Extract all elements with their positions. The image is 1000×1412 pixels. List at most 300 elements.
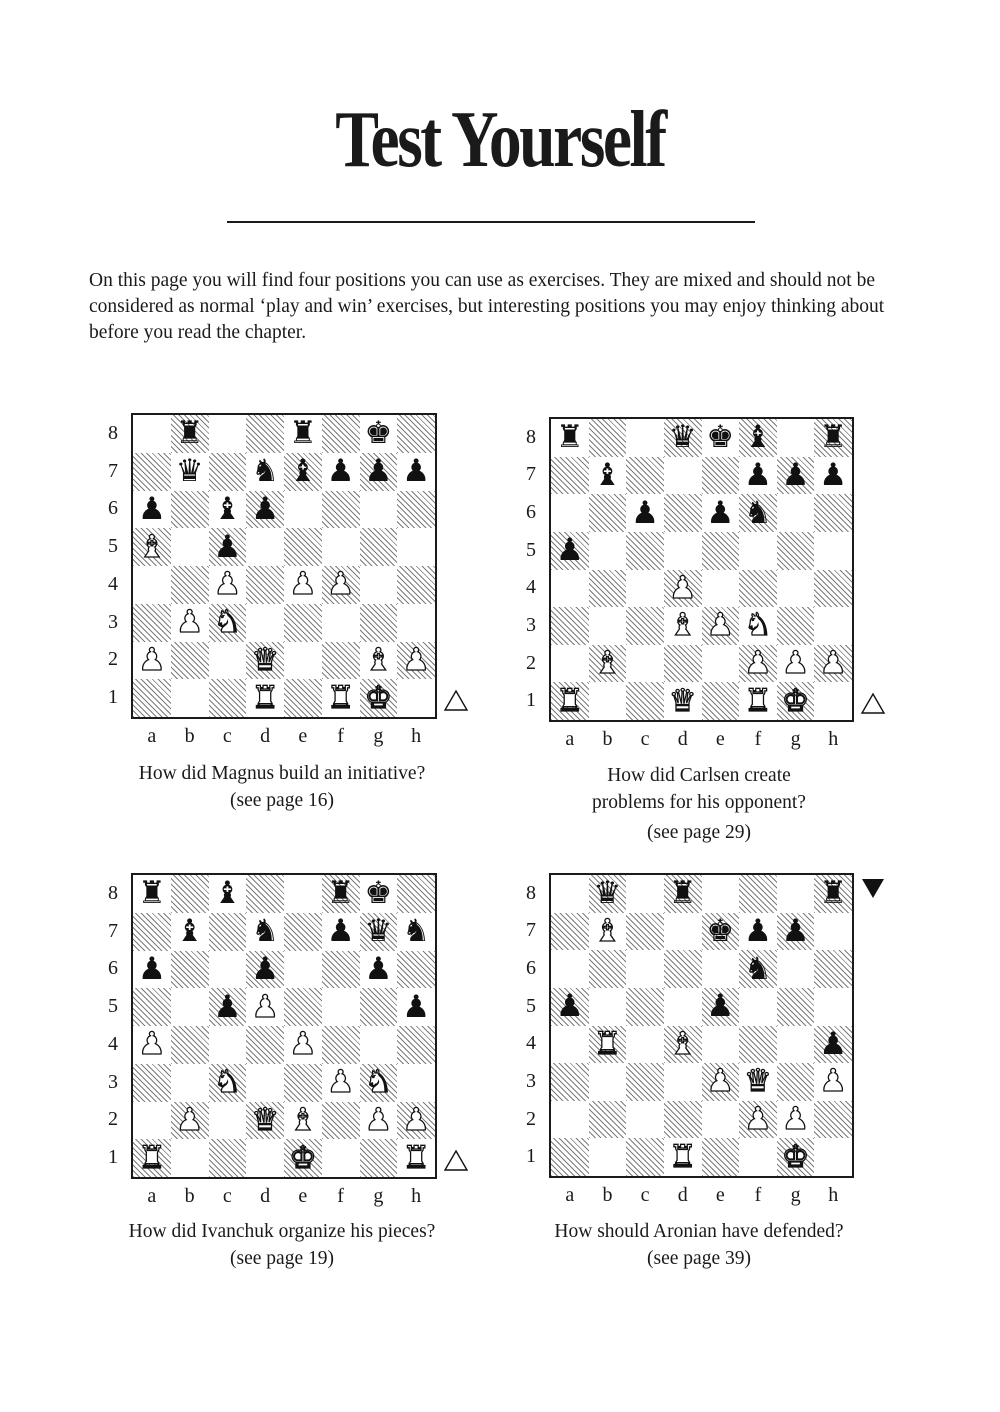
file-label: c	[222, 725, 232, 747]
square-d5	[246, 988, 284, 1026]
black-rook-icon: ♜	[555, 419, 584, 456]
square-h8	[397, 875, 435, 913]
rank-label: 2	[108, 648, 118, 671]
white-queen-icon: ♛	[251, 1101, 280, 1138]
square-c6	[626, 950, 664, 988]
caption-question: How did Carlsen create	[607, 765, 791, 786]
square-e2	[702, 1101, 740, 1139]
square-g8	[777, 875, 815, 913]
black-king-icon: ♚	[706, 419, 735, 456]
square-e4	[284, 1026, 322, 1064]
white-bishop-icon: ♝	[364, 641, 393, 678]
square-c3	[626, 607, 664, 645]
rank-label: 6	[526, 501, 536, 524]
square-a5	[133, 528, 171, 566]
white-pawn-icon: ♟	[668, 569, 697, 606]
square-g4	[777, 1026, 815, 1064]
square-d2	[246, 1102, 284, 1140]
black-knight-icon: ♞	[744, 950, 772, 987]
square-e5	[702, 532, 740, 570]
square-d2	[664, 645, 702, 683]
square-b8	[171, 875, 209, 913]
square-d6	[664, 494, 702, 532]
white-pawn-icon: ♟	[706, 607, 735, 644]
white-queen-icon: ♛	[668, 682, 697, 719]
square-d3	[246, 1064, 284, 1102]
square-g6	[777, 494, 815, 532]
white-king-icon: ♚	[781, 682, 810, 719]
black-pawn-icon: ♟	[402, 453, 431, 490]
black-rook-icon: ♜	[819, 875, 848, 912]
file-label: g	[790, 1184, 801, 1206]
square-h1	[397, 1139, 435, 1177]
square-b8	[589, 419, 627, 457]
square-e5	[284, 988, 322, 1026]
file-label: f	[754, 728, 762, 750]
square-c8	[209, 415, 247, 453]
square-c6	[209, 491, 247, 529]
square-h5	[397, 988, 435, 1026]
square-c2	[626, 1101, 664, 1139]
square-h3	[814, 607, 852, 645]
square-c3	[209, 604, 247, 642]
square-b3	[589, 607, 627, 645]
square-g7	[360, 453, 398, 491]
square-g7	[360, 913, 398, 951]
square-e7	[702, 913, 740, 951]
square-g8	[777, 419, 815, 457]
square-f3	[322, 1064, 360, 1102]
square-b1	[171, 679, 209, 717]
rank-label: 8	[108, 881, 118, 904]
square-c4	[209, 566, 247, 604]
black-pawn-icon: ♟	[402, 988, 431, 1025]
rank-label: 4	[526, 1032, 536, 1055]
white-bishop-icon: ♝	[668, 607, 697, 644]
black-pawn-icon: ♟	[706, 988, 735, 1025]
square-c1	[626, 682, 664, 720]
rank-label: 8	[108, 421, 118, 444]
white-rook-icon: ♜	[555, 682, 584, 719]
white-pawn-icon: ♟	[175, 604, 204, 641]
black-bishop-icon: ♝	[288, 453, 317, 490]
black-knight-icon: ♞	[251, 453, 280, 490]
chess-board	[131, 413, 437, 719]
square-h6	[814, 950, 852, 988]
square-h4	[397, 1026, 435, 1064]
black-king-icon: ♚	[364, 415, 393, 452]
file-label: b	[184, 1185, 195, 1207]
white-rook-icon: ♜	[326, 679, 355, 716]
square-c8	[626, 875, 664, 913]
square-h5	[397, 528, 435, 566]
file-label: g	[790, 728, 801, 750]
square-d8	[664, 419, 702, 457]
square-b3	[589, 1063, 627, 1101]
square-h8	[814, 419, 852, 457]
black-king-icon: ♚	[706, 912, 735, 949]
white-pawn-icon: ♟	[326, 1064, 355, 1101]
file-label: e	[298, 725, 308, 747]
square-f1	[322, 679, 360, 717]
square-h1	[397, 679, 435, 717]
square-c7	[209, 913, 247, 951]
square-h4	[814, 570, 852, 608]
white-king-icon: ♚	[288, 1139, 317, 1176]
square-b6	[589, 950, 627, 988]
black-pawn-icon: ♟	[819, 1025, 848, 1062]
square-h5	[814, 532, 852, 570]
file-label: f	[337, 725, 344, 747]
square-f6	[322, 951, 360, 989]
square-f8	[739, 419, 777, 457]
square-b4	[171, 1026, 209, 1064]
rank-label: 4	[526, 576, 536, 599]
square-b2	[589, 1101, 627, 1139]
white-queen-icon: ♛	[251, 641, 280, 678]
square-f7	[322, 453, 360, 491]
square-b4	[589, 1026, 627, 1064]
square-d6	[246, 951, 284, 989]
white-pawn-icon: ♟	[364, 1101, 393, 1138]
square-f6	[739, 950, 777, 988]
square-a1	[551, 682, 589, 720]
square-e6	[702, 950, 740, 988]
square-c8	[209, 875, 247, 913]
square-c5	[209, 528, 247, 566]
black-pawn-icon: ♟	[251, 950, 280, 987]
diagram-caption	[82, 1218, 482, 1272]
square-f3	[322, 604, 360, 642]
file-label: b	[602, 1184, 613, 1206]
square-e4	[702, 1026, 740, 1064]
square-h4	[397, 566, 435, 604]
square-e8	[284, 415, 322, 453]
square-g5	[777, 532, 815, 570]
square-f6	[322, 491, 360, 529]
caption-question: How did Ivanchuk organize his pieces?	[128, 1221, 436, 1242]
square-e7	[284, 913, 322, 951]
chess-board	[549, 873, 854, 1178]
white-rook-icon: ♜	[137, 1139, 166, 1176]
square-e4	[284, 566, 322, 604]
square-b5	[171, 528, 209, 566]
square-a3	[133, 1064, 171, 1102]
square-d5	[664, 532, 702, 570]
square-a1	[133, 1139, 171, 1177]
black-pawn-icon: ♟	[251, 490, 280, 527]
black-pawn-icon: ♟	[364, 453, 393, 490]
square-b7	[589, 913, 627, 951]
square-f7	[322, 913, 360, 951]
square-e5	[284, 528, 322, 566]
square-g6	[777, 950, 815, 988]
square-g4	[777, 570, 815, 608]
square-b5	[589, 532, 627, 570]
square-b1	[589, 1138, 627, 1176]
black-rook-icon: ♜	[137, 875, 166, 912]
white-knight-icon: ♞	[213, 604, 242, 641]
square-a6	[551, 950, 589, 988]
black-queen-icon: ♛	[175, 453, 204, 490]
chess-board	[549, 417, 854, 722]
square-c5	[209, 988, 247, 1026]
white-bishop-icon: ♝	[137, 528, 166, 565]
square-d5	[246, 528, 284, 566]
square-b4	[589, 570, 627, 608]
square-h7	[814, 457, 852, 495]
square-d3	[664, 607, 702, 645]
square-g3	[777, 607, 815, 645]
white-pawn-icon: ♟	[288, 1026, 317, 1063]
file-label: f	[754, 1184, 762, 1206]
square-h4	[814, 1026, 852, 1064]
square-a3	[133, 604, 171, 642]
square-a2	[133, 642, 171, 680]
square-h2	[397, 642, 435, 680]
rank-label: 5	[526, 538, 536, 561]
rank-label: 6	[108, 497, 118, 520]
square-a8	[551, 419, 589, 457]
square-e8	[702, 419, 740, 457]
file-label: h	[828, 1184, 839, 1206]
square-e3	[284, 604, 322, 642]
square-f4	[739, 1026, 777, 1064]
square-d8	[246, 415, 284, 453]
white-pawn-icon: ♟	[819, 645, 848, 682]
square-c7	[626, 913, 664, 951]
square-g8	[360, 875, 398, 913]
square-h8	[814, 875, 852, 913]
diagram-caption	[499, 1218, 899, 1272]
square-d2	[246, 642, 284, 680]
square-a7	[551, 913, 589, 951]
black-pawn-icon: ♟	[631, 494, 659, 531]
square-e1	[702, 682, 740, 720]
white-pawn-icon: ♟	[744, 645, 772, 682]
black-rook-icon: ♜	[668, 875, 697, 912]
square-h3	[397, 604, 435, 642]
square-g1	[777, 682, 815, 720]
square-d4	[246, 566, 284, 604]
square-f5	[739, 532, 777, 570]
black-pawn-icon: ♟	[555, 532, 584, 569]
black-pawn-icon: ♟	[819, 456, 848, 493]
square-c6	[626, 494, 664, 532]
caption-page-ref: (see page 16)	[230, 790, 334, 811]
square-a2	[551, 1101, 589, 1139]
rank-label: 8	[526, 425, 536, 448]
square-b2	[589, 645, 627, 683]
file-label: a	[565, 728, 575, 750]
square-g5	[777, 988, 815, 1026]
square-b6	[589, 494, 627, 532]
square-d4	[664, 570, 702, 608]
rank-label: 5	[108, 995, 118, 1018]
black-bishop-icon: ♝	[593, 456, 622, 493]
square-g7	[777, 913, 815, 951]
white-pawn-icon: ♟	[781, 1101, 810, 1138]
square-e6	[284, 491, 322, 529]
square-g6	[360, 491, 398, 529]
file-label: e	[715, 1184, 725, 1206]
square-b8	[171, 415, 209, 453]
rank-label: 1	[108, 686, 118, 709]
square-h5	[814, 988, 852, 1026]
caption-question: problems for his opponent?	[592, 792, 806, 813]
file-label: c	[640, 728, 650, 750]
white-bishop-icon: ♝	[668, 1025, 697, 1062]
square-c8	[626, 419, 664, 457]
square-d7	[246, 453, 284, 491]
square-a7	[133, 913, 171, 951]
square-a7	[133, 453, 171, 491]
square-b1	[171, 1139, 209, 1177]
page-title: Test Yourself	[335, 96, 665, 184]
square-h8	[397, 415, 435, 453]
white-pawn-icon: ♟	[137, 1026, 166, 1063]
square-h2	[814, 1101, 852, 1139]
white-knight-icon: ♞	[364, 1064, 393, 1101]
black-pawn-icon: ♟	[137, 950, 166, 987]
square-e2	[284, 1102, 322, 1140]
white-queen-icon: ♛	[744, 1063, 772, 1100]
black-pawn-icon: ♟	[744, 456, 772, 493]
square-b2	[171, 1102, 209, 1140]
square-g6	[360, 951, 398, 989]
file-label: h	[411, 1185, 422, 1207]
rank-label: 4	[108, 1032, 118, 1055]
square-e8	[702, 875, 740, 913]
square-b7	[171, 453, 209, 491]
square-b7	[171, 913, 209, 951]
black-queen-icon: ♛	[364, 913, 393, 950]
square-a4	[551, 1026, 589, 1064]
square-f5	[322, 528, 360, 566]
square-a6	[133, 951, 171, 989]
square-e8	[284, 875, 322, 913]
square-e1	[702, 1138, 740, 1176]
black-rook-icon: ♜	[175, 415, 204, 452]
square-b3	[171, 1064, 209, 1102]
square-b8	[589, 875, 627, 913]
black-king-icon: ♚	[364, 875, 393, 912]
black-queen-icon: ♛	[668, 419, 697, 456]
black-bishop-icon: ♝	[175, 913, 204, 950]
black-pawn-icon: ♟	[213, 988, 242, 1025]
square-f3	[739, 1063, 777, 1101]
file-label: b	[602, 728, 613, 750]
white-rook-icon: ♜	[744, 682, 772, 719]
square-h1	[814, 1138, 852, 1176]
square-a8	[551, 875, 589, 913]
square-e3	[702, 607, 740, 645]
square-b6	[171, 951, 209, 989]
black-pawn-icon: ♟	[555, 988, 584, 1025]
black-pawn-icon: ♟	[213, 528, 242, 565]
rank-label: 1	[108, 1146, 118, 1169]
square-f1	[322, 1139, 360, 1177]
square-b2	[171, 642, 209, 680]
square-h3	[397, 1064, 435, 1102]
black-rook-icon: ♜	[288, 415, 317, 452]
black-pawn-icon: ♟	[706, 494, 735, 531]
white-knight-icon: ♞	[744, 607, 772, 644]
square-e2	[702, 645, 740, 683]
square-f8	[739, 875, 777, 913]
square-c3	[209, 1064, 247, 1102]
square-c5	[626, 988, 664, 1026]
square-e6	[284, 951, 322, 989]
rank-label: 8	[526, 881, 536, 904]
white-pawn-icon: ♟	[781, 645, 810, 682]
black-to-move-icon	[860, 877, 886, 901]
square-f8	[322, 415, 360, 453]
rank-label: 6	[108, 957, 118, 980]
file-label: d	[260, 1185, 271, 1207]
square-e7	[284, 453, 322, 491]
square-e4	[702, 570, 740, 608]
square-g2	[777, 1101, 815, 1139]
black-bishop-icon: ♝	[213, 490, 242, 527]
square-f6	[739, 494, 777, 532]
square-g5	[360, 988, 398, 1026]
square-g3	[777, 1063, 815, 1101]
file-label: a	[147, 1185, 157, 1207]
square-d6	[246, 491, 284, 529]
square-c4	[626, 1026, 664, 1064]
rank-label: 7	[526, 463, 536, 486]
caption-page-ref: (see page 39)	[647, 1248, 751, 1269]
white-pawn-icon: ♟	[213, 566, 242, 603]
square-g7	[777, 457, 815, 495]
black-pawn-icon: ♟	[364, 950, 393, 987]
chess-board	[131, 873, 437, 1179]
square-d4	[246, 1026, 284, 1064]
square-g3	[360, 1064, 398, 1102]
title-rule	[227, 221, 755, 223]
black-pawn-icon: ♟	[137, 490, 166, 527]
white-bishop-icon: ♝	[288, 1101, 317, 1138]
square-d3	[246, 604, 284, 642]
square-a2	[551, 645, 589, 683]
square-b3	[171, 604, 209, 642]
square-f2	[739, 645, 777, 683]
black-bishop-icon: ♝	[213, 875, 242, 912]
square-d1	[664, 682, 702, 720]
rank-label: 3	[526, 1069, 536, 1092]
square-c2	[209, 642, 247, 680]
square-g1	[777, 1138, 815, 1176]
rank-label: 2	[108, 1108, 118, 1131]
white-king-icon: ♚	[781, 1138, 810, 1175]
square-c1	[626, 1138, 664, 1176]
white-king-icon: ♚	[364, 679, 393, 716]
square-c2	[209, 1102, 247, 1140]
white-rook-icon: ♜	[593, 1025, 622, 1062]
white-pawn-icon: ♟	[175, 1101, 204, 1138]
black-knight-icon: ♞	[744, 494, 772, 531]
square-f1	[739, 682, 777, 720]
square-h2	[397, 1102, 435, 1140]
square-d7	[664, 913, 702, 951]
square-a6	[133, 491, 171, 529]
rank-label: 1	[526, 1145, 536, 1168]
square-g5	[360, 528, 398, 566]
white-to-move-icon	[860, 692, 886, 716]
file-label: c	[640, 1184, 650, 1206]
caption-page-ref: (see page 19)	[230, 1248, 334, 1269]
